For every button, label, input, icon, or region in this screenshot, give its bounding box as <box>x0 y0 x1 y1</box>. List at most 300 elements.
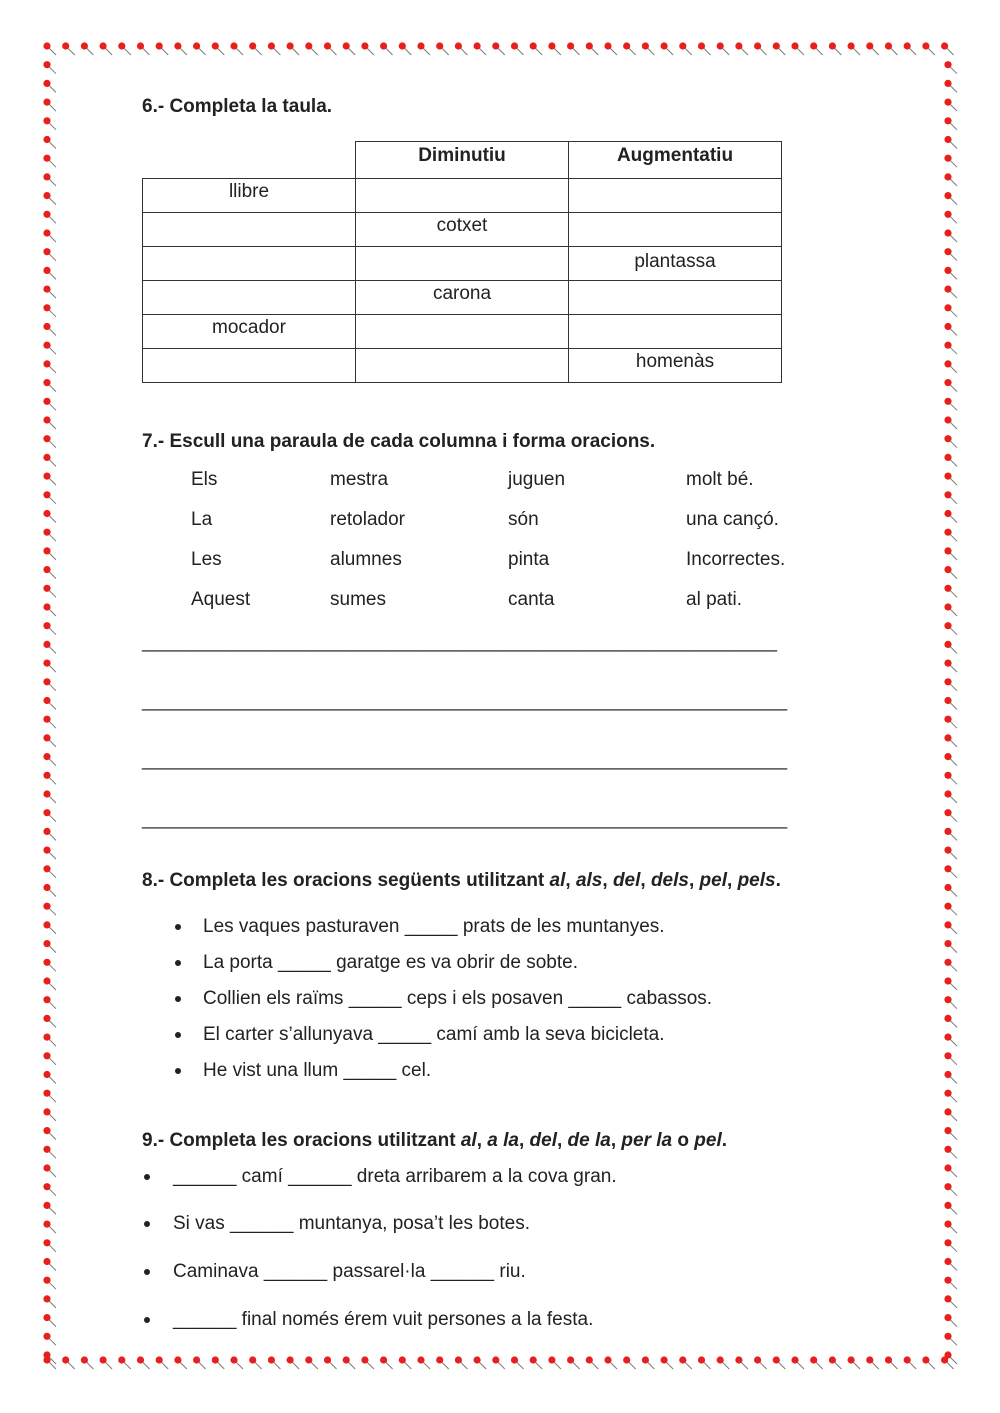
border-pin-needle <box>608 46 617 55</box>
border-pin-dot <box>944 286 951 293</box>
border-pin-dot <box>944 566 951 573</box>
border-pin-dot <box>43 473 50 480</box>
keyword: del <box>612 870 641 891</box>
border-pin-dot <box>43 790 50 797</box>
border-pin-needle <box>907 46 916 55</box>
border-pin-needle <box>47 420 56 429</box>
border-pin-dot <box>944 304 951 311</box>
border-pin-needle <box>948 1000 957 1009</box>
border-pin-dot <box>944 267 951 274</box>
border-pin-needle <box>948 570 957 579</box>
border-pin-needle <box>47 663 56 672</box>
border-pin-needle <box>47 233 56 242</box>
border-pin-needle <box>948 121 957 130</box>
border-pin-needle <box>948 981 957 990</box>
border-pin-dot <box>43 229 50 236</box>
border-pin-dot <box>193 42 200 49</box>
border-pin-needle <box>948 270 957 279</box>
border-pin-needle <box>178 46 187 55</box>
border-pin-dot <box>43 1258 50 1265</box>
border-pin-needle <box>533 46 542 55</box>
border-pin-dot <box>944 1015 951 1022</box>
border-pin-dot <box>43 772 50 779</box>
border-pin-needle <box>103 46 112 55</box>
table-row <box>143 281 782 315</box>
border-pin-needle <box>948 65 957 74</box>
border-pin-dot <box>43 996 50 1003</box>
border-pin-dot <box>944 1034 951 1041</box>
border-pin-needle <box>47 1262 56 1271</box>
border-pin-dot <box>81 1356 88 1363</box>
border-pin-needle <box>309 46 318 55</box>
border-pin-dot <box>944 847 951 854</box>
border-pin-dot <box>944 1202 951 1209</box>
border-pin-needle <box>948 962 957 971</box>
border-pin-needle <box>47 1093 56 1102</box>
answer-line[interactable]: ________________________________________________________________ <box>142 750 788 770</box>
border-pin-needle <box>141 1360 150 1369</box>
border-pin-dot <box>661 42 668 49</box>
border-pin-dot <box>866 42 873 49</box>
border-pin-dot <box>212 42 219 49</box>
border-pin-needle <box>702 1360 711 1369</box>
border-pin-needle <box>948 532 957 541</box>
border-pin-needle <box>47 1205 56 1214</box>
border-pin-dot <box>885 42 892 49</box>
border-pin-dot <box>380 42 387 49</box>
border-pin-dot <box>455 42 462 49</box>
border-pin-dot <box>43 1015 50 1022</box>
table-cell[interactable]: plantassa <box>569 247 782 281</box>
border-pin-needle <box>47 906 56 915</box>
border-pin-needle <box>515 46 524 55</box>
border-pin-dot <box>944 772 951 779</box>
border-pin-needle <box>47 532 56 541</box>
border-pin-dot <box>944 1108 951 1115</box>
border-pin-dot <box>944 435 951 442</box>
border-pin-needle <box>47 252 56 261</box>
border-pin-needle <box>253 1360 262 1369</box>
border-pin-needle <box>47 738 56 747</box>
border-pin-needle <box>739 1360 748 1369</box>
word-col4: una cançó. <box>686 509 779 530</box>
border-pin-dot <box>904 1356 911 1363</box>
border-pin-dot <box>492 42 499 49</box>
border-pin-dot <box>944 996 951 1003</box>
table-cell[interactable] <box>143 349 356 383</box>
border-pin-dot <box>43 622 50 629</box>
border-pin-dot <box>586 42 593 49</box>
border-pin-needle <box>47 1224 56 1233</box>
border-pin-needle <box>948 757 957 766</box>
border-pin-needle <box>47 850 56 859</box>
border-pin-needle <box>948 345 957 354</box>
border-pin-needle <box>47 1280 56 1289</box>
word-col2: mestra <box>330 469 389 490</box>
border-pin-dot <box>43 379 50 386</box>
border-pin-needle <box>47 962 56 971</box>
border-pin-dot <box>944 1351 951 1358</box>
title-text: 9.- Completa les oracions utilitzant <box>142 1130 461 1151</box>
border-pin-dot <box>944 99 951 106</box>
border-pin-needle <box>47 1187 56 1196</box>
border-pin-needle <box>440 46 449 55</box>
border-pin-needle <box>948 420 957 429</box>
border-pin-dot <box>944 248 951 255</box>
border-pin-needle <box>271 46 280 55</box>
border-pin-needle <box>47 65 56 74</box>
sentence-item: ______ camí ______ dreta arribarem a la cova gran. <box>173 1166 617 1187</box>
border-pin-dot <box>944 753 951 760</box>
border-pin-dot <box>399 42 406 49</box>
border-pin-needle <box>948 888 957 897</box>
border-pin-needle <box>948 607 957 616</box>
border-pin-needle <box>870 46 879 55</box>
border-pin-needle <box>948 102 957 111</box>
border-pin-needle <box>47 121 56 130</box>
border-pin-dot <box>922 42 929 49</box>
border-pin-needle <box>66 1360 75 1369</box>
border-pin-dot <box>567 1356 574 1363</box>
border-pin-dot <box>944 585 951 592</box>
word-col2: retolador <box>330 509 405 530</box>
border-pin-dot <box>43 847 50 854</box>
border-pin-dot <box>735 42 742 49</box>
border-pin-needle <box>948 701 957 710</box>
border-pin-dot <box>944 229 951 236</box>
border-pin-needle <box>720 46 729 55</box>
border-pin-dot <box>944 641 951 648</box>
border-pin-needle <box>47 1168 56 1177</box>
border-pin-dot <box>548 1356 555 1363</box>
border-pin-needle <box>948 719 957 728</box>
border-pin-dot <box>156 42 163 49</box>
connector: o <box>677 1130 690 1151</box>
table-cell[interactable] <box>569 281 782 315</box>
border-pin-dot <box>43 884 50 891</box>
border-pin-needle <box>945 46 954 55</box>
border-pin-dot <box>287 42 294 49</box>
border-pin-dot <box>43 1183 50 1190</box>
border-pin-dot <box>343 42 350 49</box>
table-cell[interactable] <box>143 247 356 281</box>
table-cell[interactable] <box>569 315 782 349</box>
table-cell[interactable] <box>356 315 569 349</box>
border-pin-dot <box>305 42 312 49</box>
border-pin-needle <box>47 644 56 653</box>
word-col4: Incorrectes. <box>686 549 786 570</box>
border-pin-dot <box>212 1356 219 1363</box>
border-pin-dot <box>944 1090 951 1097</box>
border-pin-dot <box>43 342 50 349</box>
border-pin-needle <box>948 457 957 466</box>
border-pin-needle <box>948 495 957 504</box>
border-pin-dot <box>623 42 630 49</box>
border-pin-needle <box>440 1360 449 1369</box>
border-pin-dot <box>268 1356 275 1363</box>
border-pin-needle <box>47 813 56 822</box>
table-cell[interactable]: llibre <box>143 179 356 213</box>
border-pin-dot <box>604 1356 611 1363</box>
border-pin-needle <box>290 1360 299 1369</box>
border-pin-dot <box>43 678 50 685</box>
border-pin-dot <box>698 42 705 49</box>
table-cell[interactable] <box>569 179 782 213</box>
border-pin-needle <box>645 1360 654 1369</box>
border-pin-dot <box>230 42 237 49</box>
border-pin-dot <box>43 248 50 255</box>
border-pin-dot <box>848 42 855 49</box>
border-pin-needle <box>948 869 957 878</box>
border-pin-needle <box>948 514 957 523</box>
table-cell[interactable] <box>143 213 356 247</box>
border-pin-dot <box>156 1356 163 1363</box>
border-pin-needle <box>47 1000 56 1009</box>
border-pin-dot <box>361 1356 368 1363</box>
border-pin-needle <box>47 327 56 336</box>
border-pin-dot <box>43 585 50 592</box>
sentence-item: La porta _____ garatge es va obrir de sobte. <box>203 952 578 973</box>
border-pin-dot <box>43 660 50 667</box>
border-pin-dot <box>944 959 951 966</box>
table-cell[interactable]: cotxet <box>356 213 569 247</box>
border-pin-needle <box>948 1093 957 1102</box>
border-pin-dot <box>944 117 951 124</box>
answer-line[interactable]: ________________________________________________________________ <box>142 691 788 711</box>
border-pin-needle <box>948 551 957 560</box>
border-pin-needle <box>948 1168 957 1177</box>
border-pin-dot <box>230 1356 237 1363</box>
border-pin-dot <box>43 903 50 910</box>
border-pin-needle <box>47 869 56 878</box>
border-pin-dot <box>249 42 256 49</box>
border-pin-dot <box>530 1356 537 1363</box>
border-pin-dot <box>567 42 574 49</box>
border-pin-needle <box>47 1243 56 1252</box>
border-pin-needle <box>458 1360 467 1369</box>
border-pin-needle <box>47 345 56 354</box>
border-pin-dot <box>43 398 50 405</box>
border-pin-dot <box>43 491 50 498</box>
border-pin-dot <box>43 1221 50 1228</box>
keyword: a la <box>487 1130 519 1151</box>
border-pin-dot <box>944 454 951 461</box>
border-pin-dot <box>43 753 50 760</box>
border-pin-needle <box>477 1360 486 1369</box>
border-pin-needle <box>645 46 654 55</box>
border-pin-dot <box>43 1052 50 1059</box>
border-pin-dot <box>43 977 50 984</box>
word-col1: Les <box>191 549 222 570</box>
border-pin-dot <box>944 1258 951 1265</box>
border-pin-dot <box>773 1356 780 1363</box>
border-pin-needle <box>66 46 75 55</box>
border-pin-dot <box>773 42 780 49</box>
sentence-item: El carter s’allunyava _____ camí amb la seva bicicleta. <box>203 1024 665 1045</box>
border-pin-needle <box>589 46 598 55</box>
border-pin-needle <box>948 177 957 186</box>
border-pin-needle <box>122 1360 131 1369</box>
border-pin-dot <box>944 211 951 218</box>
border-pin-needle <box>948 925 957 934</box>
border-pin-needle <box>814 46 823 55</box>
border-pin-needle <box>178 1360 187 1369</box>
border-pin-dot <box>43 117 50 124</box>
border-pin-dot <box>455 1356 462 1363</box>
border-pin-dot <box>511 1356 518 1363</box>
border-pin-dot <box>944 510 951 517</box>
border-pin-needle <box>948 1205 957 1214</box>
keyword: del <box>529 1130 557 1151</box>
border-pin-needle <box>47 102 56 111</box>
border-pin-dot <box>944 1277 951 1284</box>
border-pin-dot <box>43 1034 50 1041</box>
border-pin-dot <box>287 1356 294 1363</box>
border-pin-dot <box>380 1356 387 1363</box>
border-pin-dot <box>43 1239 50 1246</box>
border-pin-needle <box>47 1318 56 1327</box>
table-header-cell <box>143 142 356 179</box>
border-pin-needle <box>47 196 56 205</box>
border-pin-dot <box>174 42 181 49</box>
border-pin-dot <box>944 1127 951 1134</box>
border-pin-dot <box>43 828 50 835</box>
table-cell[interactable] <box>569 213 782 247</box>
border-pin-needle <box>627 46 636 55</box>
border-pin-needle <box>664 46 673 55</box>
border-pin-dot <box>944 1146 951 1153</box>
word-col3: pinta <box>508 549 550 570</box>
border-pin-needle <box>47 83 56 92</box>
border-pin-dot <box>944 790 951 797</box>
border-pin-needle <box>421 46 430 55</box>
border-pin-needle <box>103 1360 112 1369</box>
answer-line[interactable]: _______________________________________________________________ <box>142 632 778 652</box>
border-pin-dot <box>43 1108 50 1115</box>
border-pin-dot <box>43 1127 50 1134</box>
border-pin-needle <box>47 476 56 485</box>
border-pin-dot <box>474 1356 481 1363</box>
border-pin-needle <box>948 1280 957 1289</box>
border-pin-needle <box>421 1360 430 1369</box>
border-pin-needle <box>47 1018 56 1027</box>
table-row <box>143 247 782 281</box>
border-pin-dot <box>43 304 50 311</box>
border-pin-needle <box>234 46 243 55</box>
border-pin-dot <box>848 1356 855 1363</box>
bullet-icon <box>175 924 181 930</box>
border-pin-dot <box>810 42 817 49</box>
border-pin-dot <box>944 155 951 162</box>
border-pin-needle <box>739 46 748 55</box>
border-pin-needle <box>948 289 957 298</box>
border-pin-needle <box>776 46 785 55</box>
border-pin-dot <box>944 603 951 610</box>
border-pin-needle <box>552 1360 561 1369</box>
table-cell[interactable] <box>356 179 569 213</box>
border-pin-needle <box>608 1360 617 1369</box>
border-pin-needle <box>215 46 224 55</box>
border-pin-needle <box>948 401 957 410</box>
border-pin-needle <box>402 46 411 55</box>
border-pin-needle <box>47 1149 56 1158</box>
table-cell[interactable]: carona <box>356 281 569 315</box>
border-pin-needle <box>47 1336 56 1345</box>
table-cell[interactable] <box>356 247 569 281</box>
border-pin-dot <box>43 1314 50 1321</box>
border-pin-needle <box>948 196 957 205</box>
border-pin-dot <box>417 42 424 49</box>
border-pin-dot <box>944 809 951 816</box>
border-pin-needle <box>533 1360 542 1369</box>
border-pin-needle <box>328 46 337 55</box>
border-pin-needle <box>47 1075 56 1084</box>
border-pin-dot <box>754 1356 761 1363</box>
border-pin-dot <box>324 1356 331 1363</box>
border-pin-needle <box>47 944 56 953</box>
border-pin-needle <box>948 775 957 784</box>
border-pin-dot <box>944 360 951 367</box>
sentence-item: He vist una llum _____ cel. <box>203 1060 432 1081</box>
border-pin-dot <box>305 1356 312 1363</box>
border-pin-needle <box>47 457 56 466</box>
border-pin-dot <box>661 1356 668 1363</box>
border-pin-needle <box>948 327 957 336</box>
border-pin-needle <box>948 682 957 691</box>
border-pin-dot <box>193 1356 200 1363</box>
border-pin-dot <box>944 1071 951 1078</box>
border-pin-dot <box>944 473 951 480</box>
border-pin-dot <box>511 42 518 49</box>
word-col3: juguen <box>508 469 566 490</box>
border-pin-dot <box>62 42 69 49</box>
border-pin-dot <box>810 1356 817 1363</box>
bullet-icon <box>175 1032 181 1038</box>
border-pin-dot <box>43 1164 50 1171</box>
bullet-icon <box>144 1221 150 1227</box>
border-pin-dot <box>944 547 951 554</box>
table-cell[interactable] <box>143 281 356 315</box>
border-pin-needle <box>234 1360 243 1369</box>
keyword: pel <box>699 870 727 891</box>
border-pin-dot <box>944 622 951 629</box>
border-pin-needle <box>47 308 56 317</box>
table-cell[interactable]: homenàs <box>569 349 782 383</box>
table-cell[interactable] <box>356 349 569 383</box>
sentence-item: Collien els raïms _____ ceps i els posaven _____ cabassos. <box>203 988 713 1009</box>
border-pin-dot <box>361 42 368 49</box>
border-pin-dot <box>679 42 686 49</box>
border-pin-needle <box>948 738 957 747</box>
border-pin-needle <box>346 1360 355 1369</box>
table-cell[interactable]: mocador <box>143 315 356 349</box>
border-pin-dot <box>944 398 951 405</box>
border-pin-dot <box>43 809 50 816</box>
border-pin-dot <box>43 529 50 536</box>
border-pin-needle <box>948 794 957 803</box>
border-pin-needle <box>47 757 56 766</box>
border-pin-dot <box>885 1356 892 1363</box>
border-pin-needle <box>47 588 56 597</box>
border-pin-needle <box>47 775 56 784</box>
border-pin-dot <box>43 323 50 330</box>
border-pin-dot <box>548 42 555 49</box>
answer-line[interactable]: ________________________________________________________________ <box>142 809 788 829</box>
border-pin-dot <box>137 1356 144 1363</box>
border-pin-dot <box>43 99 50 106</box>
border-pin-dot <box>944 828 951 835</box>
border-pin-dot <box>944 678 951 685</box>
